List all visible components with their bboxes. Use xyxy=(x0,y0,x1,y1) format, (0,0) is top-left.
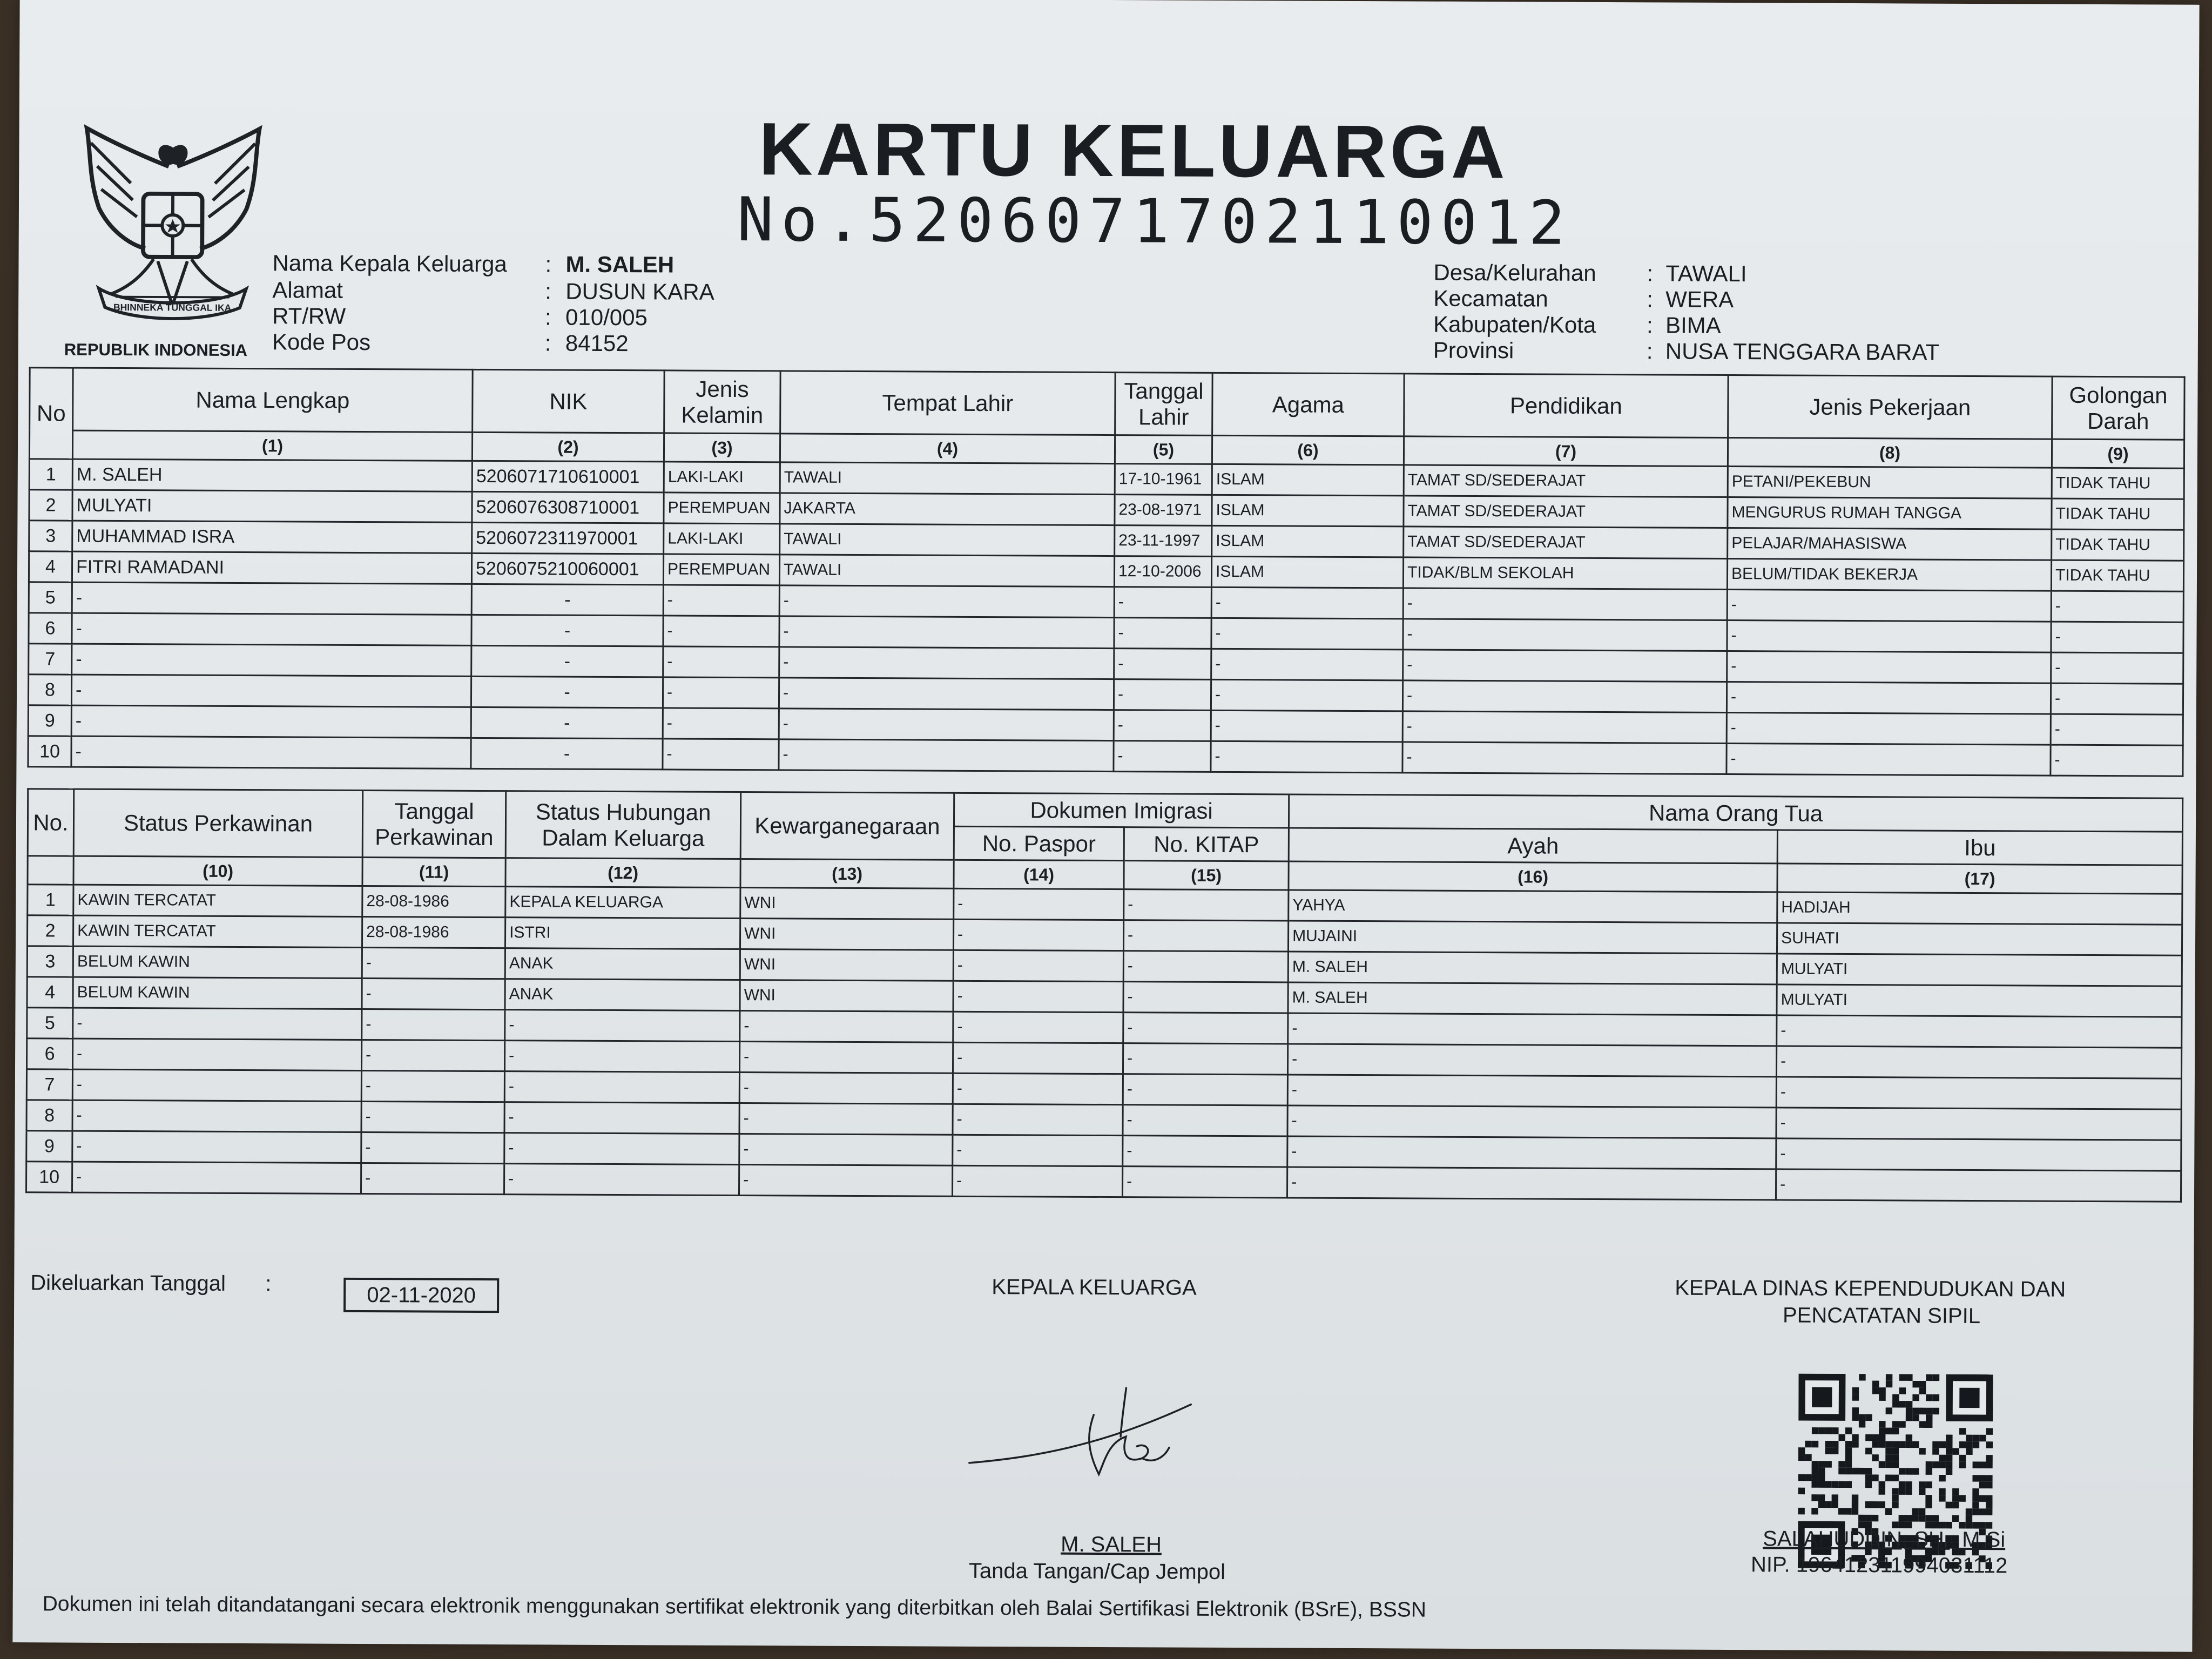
cell-tanggal-perkawinan: 28-08-1986 xyxy=(362,916,505,948)
cell-golongan-darah: - xyxy=(2051,745,2183,776)
cell-golongan-darah: TIDAK TAHU xyxy=(2052,529,2184,561)
cell-nik: 5206076308710001 xyxy=(472,491,664,523)
cell-no: 10 xyxy=(26,1162,72,1192)
cell-tanggal-lahir: - xyxy=(1114,649,1211,680)
cell-tempat-lahir: - xyxy=(779,616,1114,649)
col-number: (13) xyxy=(740,859,954,889)
status-header-row xyxy=(28,789,2182,832)
cell-golongan-darah: TIDAK TAHU xyxy=(2051,560,2183,591)
cell-ayah: M. SALEH xyxy=(1288,952,1777,984)
col-header-no: No xyxy=(29,368,73,459)
col-number: (1) xyxy=(72,430,472,461)
cell-nama: - xyxy=(71,705,471,738)
cell-tempat-lahir: JAKARTA xyxy=(780,493,1115,525)
cell-status-hubungan: - xyxy=(504,1071,739,1103)
cell-ayah: - xyxy=(1287,1136,1776,1169)
col-header-nik: NIK xyxy=(473,369,665,433)
cell-nik: - xyxy=(471,645,663,677)
cell-no-paspor: - xyxy=(953,1073,1123,1104)
cell-nik: 5206071710610001 xyxy=(472,461,664,493)
cell-tanggal-lahir: - xyxy=(1114,741,1211,772)
cell-kewarganegaraan: WNI xyxy=(740,888,954,920)
cell-ayah: - xyxy=(1287,1167,1776,1200)
cell-pendidikan: TAMAT SD/SEDERAJAT xyxy=(1404,496,1728,528)
cell-nama: FITRI RAMADANI xyxy=(72,551,471,584)
cell-tanggal-lahir: - xyxy=(1114,587,1211,618)
cell-no-paspor: - xyxy=(953,1135,1123,1166)
cell-tanggal-perkawinan: - xyxy=(361,1101,504,1132)
cell-nik: 5206072311970001 xyxy=(472,522,664,554)
cell-no-kitap: - xyxy=(1123,1013,1288,1044)
cell-tanggal-lahir: 17-10-1961 xyxy=(1115,464,1212,495)
cell-tempat-lahir: - xyxy=(779,678,1114,710)
cell-jenis-kelamin: PEREMPUAN xyxy=(664,493,780,524)
col-header-status-hubungan: Status Hubungan Dalam Keluarga xyxy=(505,791,741,859)
cell-status-hubungan: ANAK xyxy=(505,948,740,980)
col-number: (7) xyxy=(1404,436,1728,467)
cell-no: 5 xyxy=(29,582,72,613)
cell-ayah: - xyxy=(1287,1105,1776,1138)
document-paper xyxy=(12,0,2199,1652)
col-header-status-perkawinan: Status Perkawinan xyxy=(73,789,363,857)
cell-agama: - xyxy=(1211,587,1403,619)
cell-pekerjaan: BELUM/TIDAK BEKERJA xyxy=(1727,559,2051,591)
col-number: (5) xyxy=(1115,435,1212,464)
cell-tanggal-perkawinan: - xyxy=(361,1070,504,1102)
cell-jenis-kelamin: - xyxy=(663,585,779,616)
col-header-nama: Nama Lengkap xyxy=(73,368,473,432)
cell-no-kitap: - xyxy=(1123,1105,1287,1136)
cell-pendidikan: - xyxy=(1403,588,1727,621)
cell-ibu: - xyxy=(1776,1077,2181,1109)
cell-ibu: HADIJAH xyxy=(1777,892,2182,925)
cell-no: 10 xyxy=(28,736,71,767)
cell-nik: - xyxy=(471,615,663,646)
header-colon: : xyxy=(1647,260,1654,286)
cell-jenis-kelamin: PEREMPUAN xyxy=(663,554,779,585)
col-number: (11) xyxy=(362,857,505,886)
emblem-caption: REPUBLIK INDONESIA xyxy=(64,340,248,360)
cell-nama: - xyxy=(72,644,471,676)
header-colon: : xyxy=(1646,312,1653,338)
cell-jenis-kelamin: - xyxy=(663,708,779,739)
members-table xyxy=(27,367,2185,777)
header-value: BIMA xyxy=(1665,312,1721,338)
cell-no: 4 xyxy=(27,977,73,1008)
cell-tanggal-perkawinan: - xyxy=(362,947,505,979)
cell-golongan-darah: - xyxy=(2051,683,2183,714)
cell-tanggal-perkawinan: - xyxy=(362,978,505,1009)
cell-jenis-kelamin: - xyxy=(663,646,779,678)
cell-pekerjaan: - xyxy=(1727,682,2051,714)
cell-agama: ISLAM xyxy=(1211,556,1403,588)
cell-pendidikan: - xyxy=(1403,650,1727,682)
cell-nama: - xyxy=(72,613,471,645)
cell-jenis-kelamin: - xyxy=(663,677,779,709)
issued-date-value: 02-11-2020 xyxy=(343,1278,499,1313)
cell-ayah: M. SALEH xyxy=(1288,982,1777,1015)
kepala-keluarga-label: KEPALA KELUARGA xyxy=(992,1275,1197,1300)
cell-no: 3 xyxy=(29,521,72,551)
cell-kewarganegaraan: - xyxy=(740,1011,953,1043)
cell-ibu: SUHATI xyxy=(1777,923,2182,955)
col-number: (6) xyxy=(1212,435,1404,465)
garuda-emblem-icon xyxy=(67,120,279,332)
cell-no-kitap: - xyxy=(1122,1166,1287,1198)
cell-no-paspor: - xyxy=(952,1165,1122,1197)
kepala-dinas-nip: NIP. 196412311994031112 xyxy=(1750,1553,2008,1578)
cell-status-perkawinan: - xyxy=(72,1100,361,1132)
cell-ayah: - xyxy=(1287,1044,1776,1077)
col-header-no-paspor: No. Paspor xyxy=(954,826,1124,860)
col-header-tempat-lahir: Tempat Lahir xyxy=(780,371,1116,435)
issued-date-colon: : xyxy=(265,1272,272,1296)
cell-no-paspor: - xyxy=(953,1104,1123,1135)
col-number: (12) xyxy=(505,858,740,888)
header-value: TAWALI xyxy=(1665,260,1747,287)
cell-no: 7 xyxy=(26,1069,72,1100)
kepala-dinas-name: SALAHUDDIN, SH., M.Si xyxy=(1763,1527,2006,1552)
header-colon: : xyxy=(544,304,551,330)
cell-status-perkawinan: - xyxy=(73,1008,362,1040)
cell-ayah: - xyxy=(1288,1013,1777,1046)
cell-tanggal-lahir: 23-08-1971 xyxy=(1115,495,1212,526)
header-value: WERA xyxy=(1665,286,1734,313)
header-value: DUSUN KARA xyxy=(565,278,714,305)
cell-no-paspor: - xyxy=(953,1042,1123,1074)
cell-tanggal-perkawinan: - xyxy=(361,1163,504,1194)
cell-agama: - xyxy=(1211,679,1402,711)
status-table xyxy=(25,788,2183,1202)
cell-nama: - xyxy=(72,582,471,615)
cell-golongan-darah: TIDAK TAHU xyxy=(2052,468,2184,499)
family-card-number: No.5206071702110012 xyxy=(737,185,1573,259)
cell-agama: - xyxy=(1211,741,1402,773)
col-number: (16) xyxy=(1289,861,1777,892)
cell-no: 8 xyxy=(28,675,71,705)
col-number: (4) xyxy=(780,434,1115,464)
col-header-pendidikan: Pendidikan xyxy=(1404,374,1729,438)
cell-no-kitap: - xyxy=(1123,1074,1287,1105)
header-colon: : xyxy=(545,278,552,304)
cell-no: 6 xyxy=(29,613,72,644)
cell-tempat-lahir: - xyxy=(779,585,1114,618)
header-label: RT/RW xyxy=(272,303,346,329)
col-number-spacer xyxy=(28,856,73,885)
cell-status-perkawinan: KAWIN TERCATAT xyxy=(73,885,362,916)
cell-no-paspor: - xyxy=(954,888,1124,920)
cell-status-hubungan: - xyxy=(504,1133,739,1165)
cell-tempat-lahir: - xyxy=(779,647,1114,679)
col-number: (3) xyxy=(664,433,780,462)
col-header-ayah: Ayah xyxy=(1289,828,1777,864)
cell-status-perkawinan: KAWIN TERCATAT xyxy=(73,915,362,947)
cell-status-perkawinan: BELUM KAWIN xyxy=(73,946,362,978)
cell-status-perkawinan: - xyxy=(72,1069,361,1101)
cell-pendidikan: TIDAK/BLM SEKOLAH xyxy=(1403,557,1727,590)
cell-no: 1 xyxy=(29,459,72,490)
cell-no-kitap: - xyxy=(1123,1136,1287,1167)
members-header-row xyxy=(30,368,2184,440)
cell-kewarganegaraan: - xyxy=(739,1134,953,1166)
cell-status-hubungan: KEPALA KELUARGA xyxy=(505,887,740,919)
cell-pendidikan: TAMAT SD/SEDERAJAT xyxy=(1404,465,1728,497)
cell-kewarganegaraan: - xyxy=(739,1103,953,1135)
cell-pendidikan: - xyxy=(1403,619,1727,651)
cell-agama: - xyxy=(1211,710,1402,742)
header-value: M. SALEH xyxy=(565,251,675,278)
cell-tanggal-lahir: - xyxy=(1114,710,1211,741)
cell-no-kitap: - xyxy=(1123,982,1288,1013)
col-header-no-kitap: No. KITAP xyxy=(1124,827,1289,861)
cell-golongan-darah: - xyxy=(2051,714,2183,745)
cell-pendidikan: - xyxy=(1402,742,1727,774)
cell-status-perkawinan: - xyxy=(72,1038,361,1070)
cell-tempat-lahir: TAWALI xyxy=(779,555,1114,587)
header-label: Provinsi xyxy=(1433,337,1514,363)
cell-jenis-kelamin: LAKI-LAKI xyxy=(664,462,780,493)
col-header-jenis-kelamin: Jenis Kelamin xyxy=(664,370,781,434)
svg-text:BHINNEKA TUNGGAL IKA: BHINNEKA TUNGGAL IKA xyxy=(113,301,232,313)
col-header-ibu: Ibu xyxy=(1777,830,2182,865)
cell-ibu: MULYATI xyxy=(1777,984,2182,1017)
cell-tanggal-lahir: - xyxy=(1114,679,1211,711)
cell-nama: - xyxy=(71,736,471,768)
cell-ibu: - xyxy=(1776,1169,2181,1202)
header-label: Kabupaten/Kota xyxy=(1433,311,1596,338)
cell-no-paspor: - xyxy=(953,981,1123,1012)
header-colon: : xyxy=(544,330,551,356)
cell-status-hubungan: - xyxy=(504,1164,739,1196)
cell-no-paspor: - xyxy=(953,919,1123,950)
cell-tanggal-perkawinan: - xyxy=(361,1132,504,1163)
header-colon: : xyxy=(545,251,552,277)
header-value: NUSA TENGGARA BARAT xyxy=(1665,338,1940,365)
cell-ibu: - xyxy=(1777,1015,2182,1048)
cell-pekerjaan: PELAJAR/MAHASISWA xyxy=(1728,528,2052,561)
cell-ibu: - xyxy=(1776,1138,2181,1171)
cell-nik: - xyxy=(471,707,663,739)
col-header-pekerjaan: Jenis Pekerjaan xyxy=(1728,375,2053,440)
header-label: Alamat xyxy=(272,277,343,303)
cell-kewarganegaraan: - xyxy=(739,1042,953,1074)
cell-nama: - xyxy=(71,675,471,707)
cell-golongan-darah: - xyxy=(2051,622,2183,653)
cell-nama: M. SALEH xyxy=(72,459,472,491)
cell-no: 1 xyxy=(28,885,73,915)
cell-ibu: MULYATI xyxy=(1777,954,2182,986)
electronic-signature-disclaimer: Dokumen ini telah ditandatangani secara elektronik menggunakan sertifikat elektronik yang diterbitkan oleh Balai Sertifikasi Elektronik (BSrE), BSSN xyxy=(42,1592,1427,1622)
cell-tanggal-perkawinan: 28-08-1986 xyxy=(362,886,505,917)
cell-no: 7 xyxy=(29,644,72,675)
cell-nik: - xyxy=(471,738,663,770)
cell-ayah: - xyxy=(1287,1075,1776,1108)
header-label: Desa/Kelurahan xyxy=(1433,259,1596,286)
cell-no: 2 xyxy=(27,915,73,946)
cell-kewarganegaraan: WNI xyxy=(740,949,953,981)
col-header-nama-orang-tua: Nama Orang Tua xyxy=(1289,794,2182,832)
header-colon: : xyxy=(1647,286,1654,312)
cell-status-perkawinan: - xyxy=(72,1131,361,1163)
cell-no: 6 xyxy=(26,1038,72,1069)
kepala-dinas-title-line1: KEPALA DINAS KEPENDUDUKAN DAN xyxy=(1675,1276,2066,1301)
cell-golongan-darah: - xyxy=(2051,591,2183,622)
cell-agama: - xyxy=(1211,649,1403,680)
cell-no-paspor: - xyxy=(953,1011,1123,1043)
cell-status-perkawinan: - xyxy=(72,1162,361,1193)
document-title: KARTU KELUARGA xyxy=(759,107,1509,194)
cell-no-kitap: - xyxy=(1123,951,1288,982)
cell-pekerjaan: - xyxy=(1727,621,2051,653)
col-number: (9) xyxy=(2052,439,2184,468)
cell-status-hubungan: ISTRI xyxy=(505,918,740,949)
col-header-dokumen-imigrasi: Dokumen Imigrasi xyxy=(954,793,1289,828)
cell-no: 3 xyxy=(27,946,73,977)
cell-nama: MULYATI xyxy=(72,490,472,522)
cell-jenis-kelamin: LAKI-LAKI xyxy=(664,523,780,555)
handwritten-signature xyxy=(964,1382,1256,1496)
col-number: (2) xyxy=(472,432,664,462)
cell-tanggal-lahir: 12-10-2006 xyxy=(1114,556,1211,588)
cell-no-kitap: - xyxy=(1124,889,1289,921)
cell-tanggal-perkawinan: - xyxy=(361,1040,504,1071)
col-number: (17) xyxy=(1777,864,2182,894)
cell-nik: - xyxy=(471,584,663,616)
col-header-tanggal-perkawinan: Tanggal Perkawinan xyxy=(362,790,506,858)
col-number: (15) xyxy=(1124,861,1289,890)
cell-no: 9 xyxy=(28,705,71,736)
cell-no: 8 xyxy=(26,1100,72,1131)
cell-pendidikan: - xyxy=(1402,680,1727,713)
issued-date-label: Dikeluarkan Tanggal xyxy=(30,1271,226,1296)
cell-status-hubungan: - xyxy=(504,1102,739,1134)
header-label: Nama Kepala Keluarga xyxy=(272,250,507,277)
cell-nik: - xyxy=(471,676,663,708)
cell-jenis-kelamin: - xyxy=(663,616,779,647)
cell-pendidikan: - xyxy=(1402,711,1727,744)
cell-pekerjaan: - xyxy=(1727,651,2051,684)
cell-no-paspor: - xyxy=(953,950,1123,981)
cell-kewarganegaraan: WNI xyxy=(740,980,953,1012)
header-value: 84152 xyxy=(565,330,629,356)
header-value: 010/005 xyxy=(565,304,648,331)
cell-status-hubungan: ANAK xyxy=(505,979,740,1011)
signature-caption: Tanda Tangan/Cap Jempol xyxy=(968,1559,1226,1584)
cell-status-hubungan: - xyxy=(504,1041,739,1073)
cell-ayah: YAHYA xyxy=(1289,890,1777,923)
cell-tempat-lahir: TAWALI xyxy=(780,462,1115,495)
cell-tanggal-lahir: - xyxy=(1114,618,1211,649)
cell-tanggal-perkawinan: - xyxy=(362,1009,505,1040)
cell-agama: ISLAM xyxy=(1212,495,1404,527)
cell-no: 9 xyxy=(26,1131,72,1162)
cell-no: 5 xyxy=(27,1008,73,1038)
cell-jenis-kelamin: - xyxy=(663,739,779,770)
cell-agama: - xyxy=(1211,618,1403,650)
header-colon: : xyxy=(1646,338,1653,364)
cell-agama: ISLAM xyxy=(1212,525,1404,557)
cell-no-kitap: - xyxy=(1123,1043,1287,1075)
col-number: (8) xyxy=(1728,438,2052,468)
cell-status-perkawinan: BELUM KAWIN xyxy=(73,977,362,1009)
col-header-tanggal-lahir: Tanggal Lahir xyxy=(1115,373,1213,436)
col-number: (10) xyxy=(73,856,362,886)
cell-tempat-lahir: - xyxy=(779,739,1114,772)
cell-no: 2 xyxy=(29,490,72,521)
cell-tempat-lahir: TAWALI xyxy=(780,524,1115,556)
cell-no: 4 xyxy=(29,551,72,582)
cell-ibu: - xyxy=(1776,1108,2181,1140)
col-header-golongan-darah: Golongan Darah xyxy=(2052,376,2185,440)
cell-pekerjaan: - xyxy=(1727,713,2051,745)
cell-nama: MUHAMMAD ISRA xyxy=(72,521,472,553)
cell-tempat-lahir: - xyxy=(779,709,1114,741)
cell-kewarganegaraan: - xyxy=(739,1073,953,1104)
kepala-dinas-title-line2: PENCATATAN SIPIL xyxy=(1782,1303,1981,1328)
col-header-agama: Agama xyxy=(1212,373,1405,436)
cell-ibu: - xyxy=(1776,1046,2181,1078)
header-label: Kecamatan xyxy=(1433,285,1548,312)
cell-no-kitap: - xyxy=(1123,920,1288,952)
cell-pekerjaan: - xyxy=(1727,590,2051,622)
cell-golongan-darah: TIDAK TAHU xyxy=(2052,498,2184,530)
cell-pekerjaan: PETANI/PEKEBUN xyxy=(1728,467,2052,499)
cell-status-hubungan: - xyxy=(505,1010,740,1042)
cell-nik: 5206075210060001 xyxy=(471,553,663,585)
col-number: (14) xyxy=(954,860,1124,889)
col-header-no: No. xyxy=(28,789,74,856)
cell-pekerjaan: - xyxy=(1727,744,2051,776)
cell-golongan-darah: - xyxy=(2051,652,2183,684)
kepala-keluarga-name: M. SALEH xyxy=(1061,1532,1162,1557)
cell-kewarganegaraan: - xyxy=(739,1165,952,1197)
cell-kewarganegaraan: WNI xyxy=(740,919,953,950)
cell-pendidikan: TAMAT SD/SEDERAJAT xyxy=(1404,527,1728,559)
cell-pekerjaan: MENGURUS RUMAH TANGGA xyxy=(1728,497,2052,530)
col-header-kewarganegaraan: Kewarganegaraan xyxy=(740,792,954,860)
header-label: Kode Pos xyxy=(272,329,371,355)
cell-tanggal-lahir: 23-11-1997 xyxy=(1115,525,1212,557)
cell-ayah: MUJAINI xyxy=(1288,921,1777,954)
cell-agama: ISLAM xyxy=(1212,464,1404,496)
